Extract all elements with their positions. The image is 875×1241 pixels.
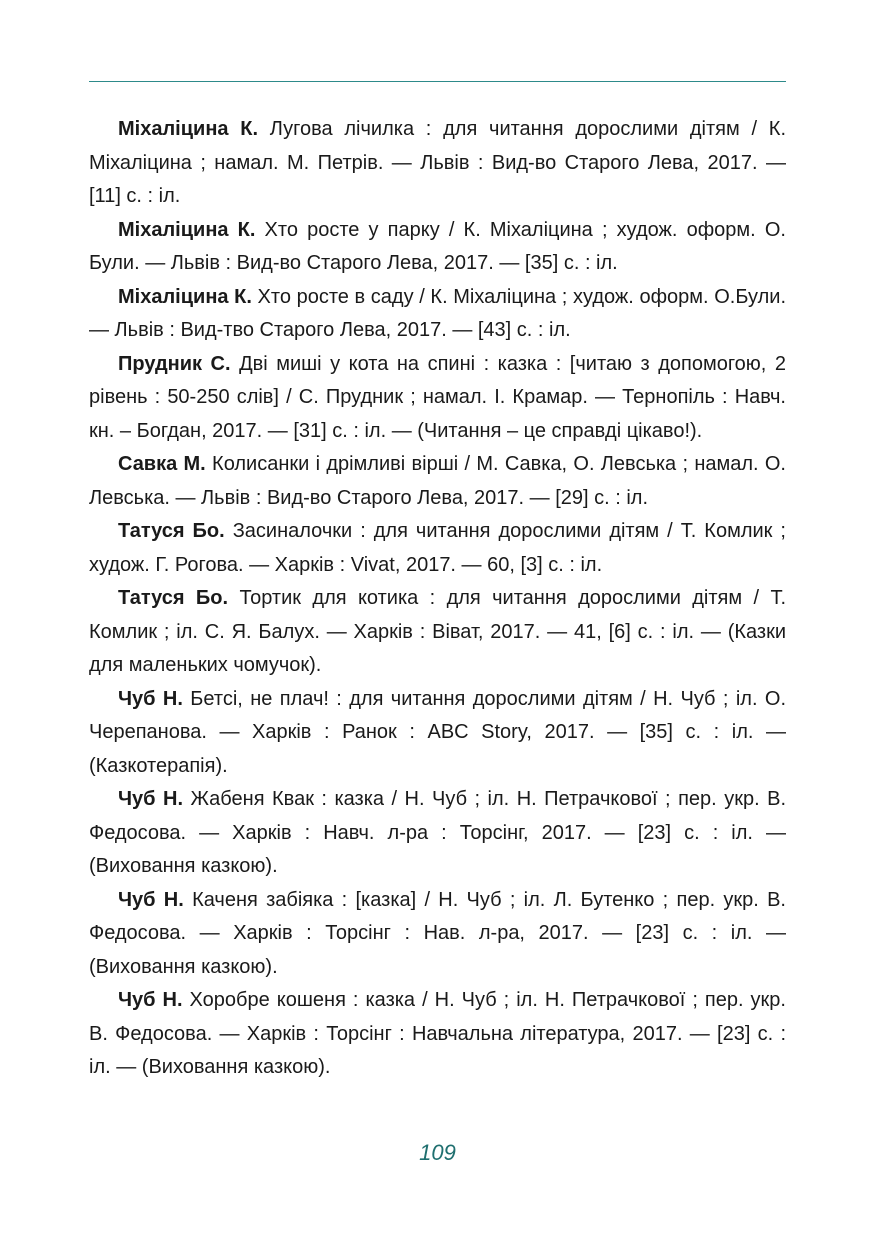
entry-text: Жабеня Квак : казка / Н. Чуб ; іл. Н. Петрачкової ; пер. укр. В. Федосова. — Харків : Навч. л-ра : Торсінг, 2017. — [23] с. : іл. — (Виховання казкою).	[89, 788, 786, 877]
bibliography-entry	[89, 113, 786, 214]
bibliography-entry	[89, 783, 786, 884]
entry-text: Тортик для котика : для читання дорослими дітям / Т. Комлик ; іл. С. Я. Балух. — Харків : Віват, 2017. — 41, [6] с. : іл. — (Казки для маленьких чомучок).	[89, 587, 786, 676]
entry-author: Міхаліцина К.	[118, 218, 256, 241]
header-rule	[89, 81, 786, 82]
entry-author: Чуб Н.	[118, 687, 183, 710]
entry-author: Савка М.	[118, 453, 206, 475]
entry-author: Чуб Н.	[118, 788, 184, 810]
entry-author: Міхаліцина К.	[118, 118, 259, 140]
entry-text: Бетсі, не плач! : для читання дорослими дітям / Н. Чуб ; іл. О. Черепанова. — Харків : Ранок : ABC Story, 2017. — [35] с. : іл. — (Казкотерапія).	[89, 687, 787, 777]
entry-text: Дві миші у кота на спині : казка : [читаю з допомогою, 2 рівень : 50-250 слів] / С. Прудник ; намал. І. Крамар. — Тернопіль : Навч. кн. – Богдан, 2017. — [31] с. : іл. — (Читання – це справді цікаво!).	[89, 352, 786, 442]
bibliography-entry	[89, 515, 786, 582]
entry-text: Каченя забіяка : [казка] / Н. Чуб ; іл. Л. Бутенко ; пер. укр. В. Федосова. — Харків : Торсінг : Нав. л-ра, 2017. — [23] с. : іл. — (Виховання казкою).	[89, 888, 786, 978]
entry-author: Чуб Н.	[118, 989, 183, 1011]
entry-author: Татуся Бо.	[118, 520, 225, 542]
entry-author: Татуся Бо.	[118, 587, 229, 609]
bibliography-entry	[89, 348, 786, 449]
entry-text: Хоробре кошеня : казка / Н. Чуб ; іл. Н. Петрачкової ; пер. укр. В. Федосова. — Харків : Торсінг : Навчальна література, 2017. — [23] с. : іл. — (Виховання казкою).	[89, 989, 786, 1078]
bibliography-entry	[89, 582, 786, 683]
bibliography-entry	[89, 984, 786, 1085]
entry-author: Прудник С.	[118, 352, 231, 375]
bibliography-entry	[89, 683, 786, 784]
entry-text: Хто росте у парку / К. Міхаліцина ; худож. оформ. О. Були. — Львів : Вид-во Старого Лева, 2017. — [35] с. : іл.	[89, 218, 786, 274]
entry-text: Засиналочки : для читання дорослими дітям / Т. Комлик ; худож. Г. Рогова. — Харків : Vivat, 2017. — 60, [3] с. : іл.	[89, 520, 786, 576]
entry-author: Чуб Н.	[118, 888, 184, 911]
entry-author: Міхаліцина К.	[118, 285, 252, 308]
bibliography-entry	[89, 448, 786, 515]
entry-text: Лугова лічилка : для читання дорослими дітям / К. Міхаліцина ; намал. М. Петрів. — Львів : Вид-во Старого Лева, 2017. — [11] с. : іл.	[89, 118, 786, 207]
page-number: 109	[419, 1140, 456, 1165]
bibliography-entry	[89, 214, 786, 281]
bibliography-entry	[89, 884, 786, 985]
bibliography-entry	[89, 281, 786, 348]
entry-text: Хто росте в саду / К. Міхаліцина ; худож. оформ. О.Були. — Львів : Вид-тво Старого Лева, 2017. — [43] с. : іл.	[89, 285, 786, 341]
entry-text: Колисанки і дрімливі вірші / М. Савка, О. Левська ; намал. О. Левська. — Львів : Вид-во Старого Лева, 2017. — [29] с. : іл.	[89, 453, 786, 509]
bibliography-list	[89, 113, 786, 1085]
